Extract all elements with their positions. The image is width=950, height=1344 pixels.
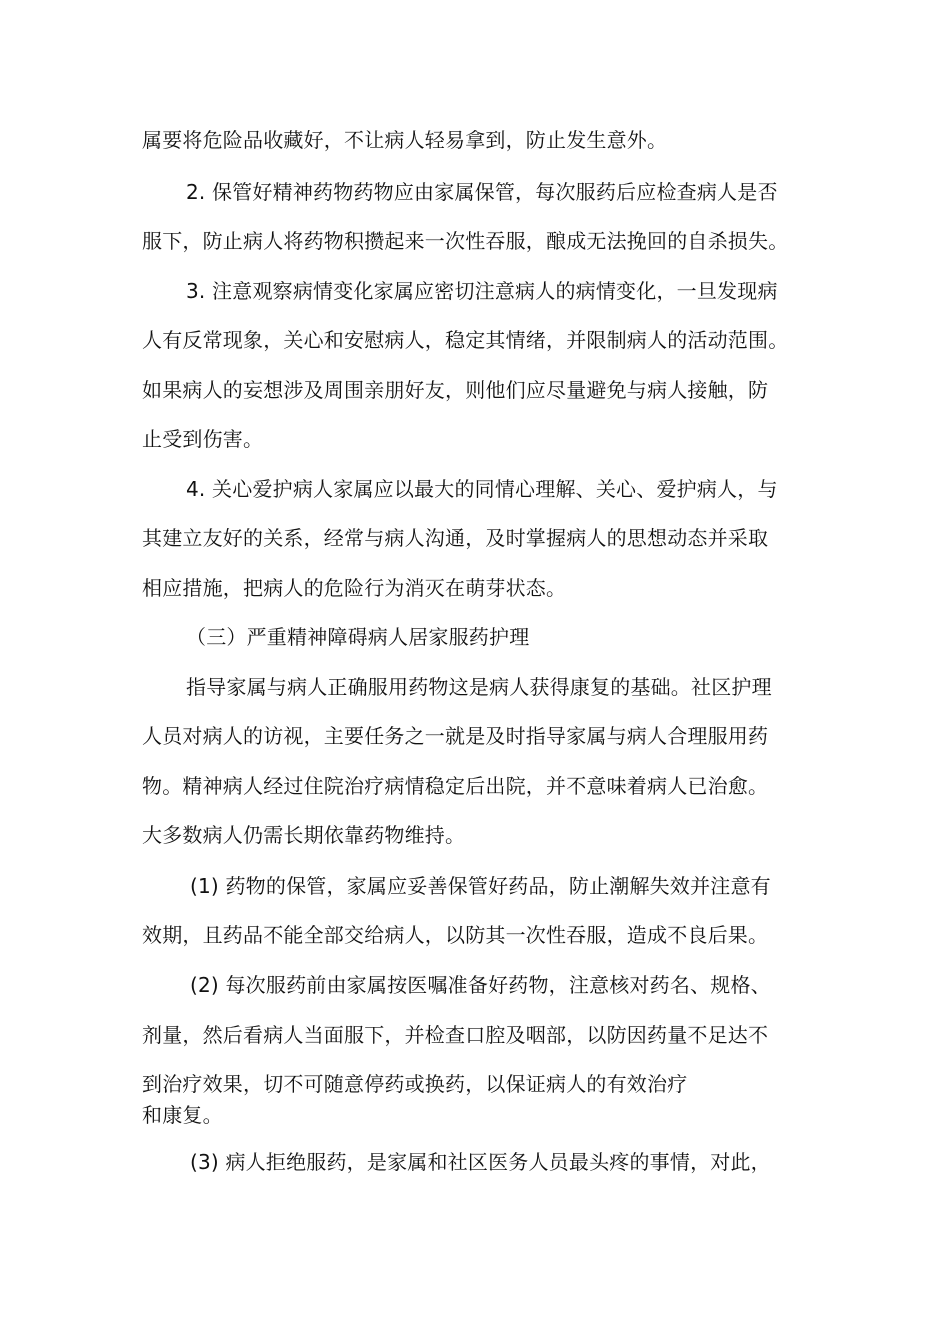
- text-line: 效期，且药品不能全部交给病人，以防其一次性吞服，造成不良后果。: [142, 923, 769, 947]
- text-line: (1) 药物的保管，家属应妥善保管好药品，防止潮解失效并注意有: [190, 874, 771, 898]
- text-line: 2. 保管好精神药物药物应由家属保管，每次服药后应检查病人是否: [186, 180, 778, 204]
- text-line: 其建立友好的关系，经常与病人沟通，及时掌握病人的思想动态并采取: [142, 526, 769, 550]
- text-line: 属要将危险品收藏好，不让病人轻易拿到，防止发生意外。: [142, 128, 668, 152]
- text-line: 人员对病人的访视，主要任务之一就是及时指导家属与病人合理服用药: [142, 724, 769, 748]
- text-line: 剂量，然后看病人当面服下，并检查口腔及咽部，以防因药量不足达不: [142, 1023, 769, 1047]
- text-line: (2) 每次服药前由家属按医嘱准备好药物，注意核对药名、规格、: [190, 973, 771, 997]
- text-line: 大多数病人仍需长期依靠药物维持。: [142, 823, 466, 847]
- text-line: 相应措施，把病人的危险行为消灭在萌芽状态。: [142, 576, 567, 600]
- text-line: 指导家属与病人正确服用药物这是病人获得康复的基础。社区护理: [186, 675, 772, 699]
- text-line: 物。精神病人经过住院治疗病情稳定后出院，并不意味着病人已治愈。: [142, 774, 769, 798]
- text-line: 人有反常现象，关心和安慰病人，稳定其情绪，并限制病人的活动范围。: [142, 328, 789, 352]
- section-heading: （三）严重精神障碍病人居家服药护理: [186, 625, 530, 649]
- text-line: 如果病人的妄想涉及周围亲朋好友，则他们应尽量避免与病人接触，防: [142, 378, 769, 402]
- text-line: 服下，防止病人将药物积攒起来一次性吞服，酿成无法挽回的自杀损失。: [142, 229, 789, 253]
- text-line: 和康复。: [142, 1103, 223, 1127]
- text-line: 4. 关心爱护病人家属应以最大的同情心理解、关心、爱护病人，与: [186, 477, 778, 501]
- text-line: 3. 注意观察病情变化家属应密切注意病人的病情变化，一旦发现病: [186, 279, 778, 303]
- text-line: 到治疗效果，切不可随意停药或换药，以保证病人的有效治疗: [142, 1072, 688, 1096]
- text-line: 止受到伤害。: [142, 427, 264, 451]
- text-line: (3) 病人拒绝服药，是家属和社区医务人员最头疼的事情，对此，: [190, 1150, 771, 1174]
